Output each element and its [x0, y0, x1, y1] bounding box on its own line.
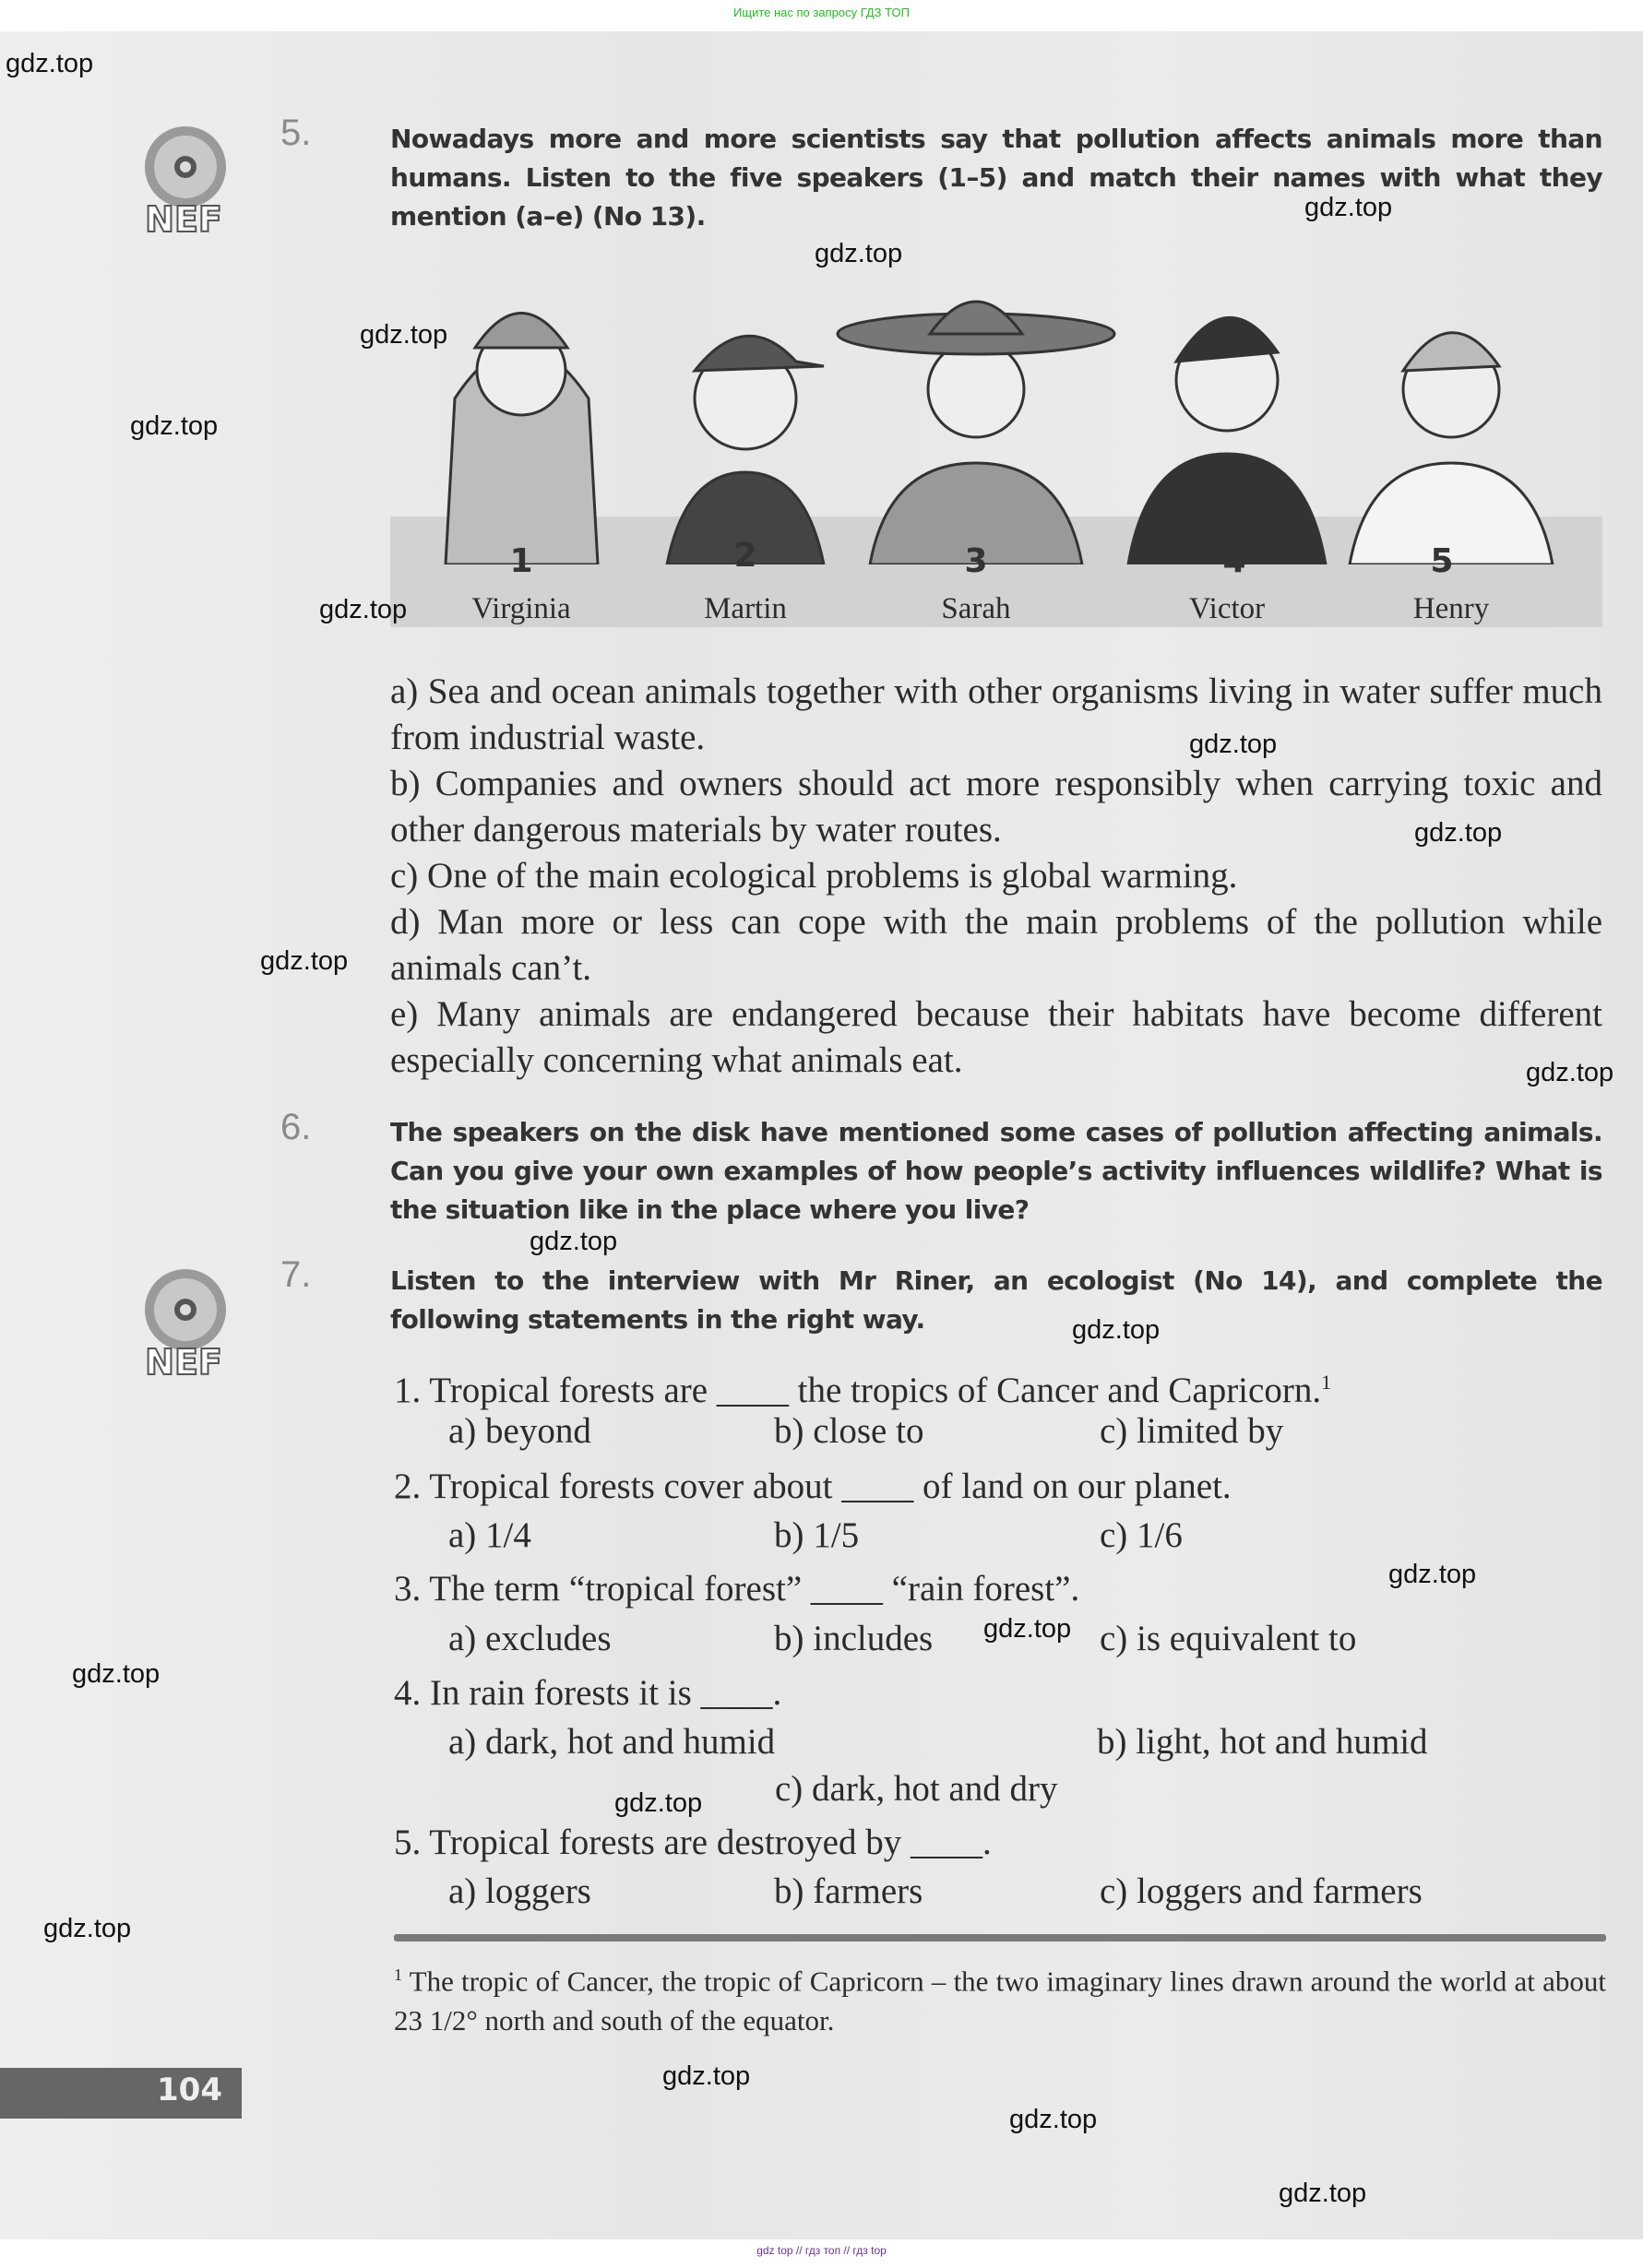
exercise-6-instruction: The speakers on the disk have mentioned some cases of pollution affecting animals. Can you give your own examples of how people’s activity influences wildlife? What is the situation like in the place where you live?	[390, 1117, 1602, 1225]
question-5: 5. Tropical forests are destroyed by ____.	[394, 1823, 992, 1862]
statement-c: c) One of the main ecological problems is global warming.	[390, 856, 1238, 896]
bottom-banner[interactable]: gdz top // гдз топ // гдз top	[756, 2244, 887, 2257]
option: b) farmers	[774, 1871, 923, 1911]
option: c) loggers and farmers	[1100, 1871, 1423, 1911]
statement-d: d) Man more or less can cope with the main problems of the pollution while animals can’t.	[390, 902, 1602, 988]
statement-a: a) Sea and ocean animals together with other organisms living in water suffer much from industrial waste.	[390, 671, 1602, 757]
exercise-7-number: 7.	[280, 1254, 312, 1295]
speaker-name: Henry	[1412, 592, 1490, 625]
watermark: gdz.top	[662, 2061, 751, 2091]
option: c) dark, hot and dry	[775, 1769, 1058, 1809]
option: b) includes	[774, 1619, 934, 1658]
speaker-number: 3	[964, 542, 988, 580]
svg-text:NEF: NEF	[145, 199, 222, 239]
watermark: gdz.top	[530, 1227, 618, 1256]
option: c) limited by	[1100, 1411, 1284, 1451]
footnote-divider	[394, 1934, 1606, 1941]
exercise-6-number: 6.	[280, 1107, 312, 1147]
option: c) is equivalent to	[1100, 1619, 1357, 1658]
speaker-name: Martin	[704, 592, 787, 625]
watermark: gdz.top	[1388, 1560, 1477, 1589]
question-4: 4. In rain forests it is ____.	[394, 1673, 782, 1713]
option: a) 1/4	[448, 1515, 531, 1555]
exercise-5-number: 5.	[280, 113, 312, 153]
watermark: gdz.top	[130, 411, 219, 441]
statement-e: e) Many animals are endangered because their habitats have become different especially concerning what animals eat.	[390, 994, 1602, 1080]
watermark: gdz.top	[360, 320, 448, 350]
speaker-number: 4	[1222, 542, 1246, 580]
footnote: $^1$ The tropic of Cancer, the tropic of Capricorn – the two imaginary lines drawn around the world at about 23 1/2° north and south of the equator.	[394, 1965, 1606, 2037]
speaker-number: 1	[509, 542, 533, 580]
option: b) light, hot and humid	[1097, 1722, 1428, 1762]
page-number: 104	[157, 2072, 222, 2108]
option: b) 1/5	[774, 1515, 860, 1555]
option: c) 1/6	[1100, 1515, 1183, 1555]
watermark: gdz.top	[1304, 193, 1393, 222]
speaker-name: Victor	[1188, 592, 1266, 625]
watermark: gdz.top	[319, 595, 408, 624]
watermark: gdz.top	[260, 946, 349, 976]
statement-b: b) Companies and owners should act more responsibly when carrying toxic and other dangerous materials by water routes.	[390, 764, 1602, 849]
option: a) loggers	[448, 1871, 591, 1911]
question-2: 2. Tropical forests cover about ____ of land on our planet.	[394, 1466, 1232, 1506]
watermark: gdz.top	[815, 239, 903, 268]
speaker-name: Virginia	[471, 592, 571, 625]
watermark: gdz.top	[6, 49, 94, 78]
watermark: gdz.top	[1279, 2179, 1367, 2208]
speaker-name: Sarah	[941, 592, 1011, 625]
exercise-7-instruction: Listen to the interview with Mr Riner, an ecologist (No 14), and complete the following statements in the right way.	[390, 1265, 1602, 1335]
watermark: gdz.top	[983, 1614, 1072, 1644]
watermark: gdz.top	[1414, 818, 1503, 848]
speakers-illustration	[390, 260, 1602, 564]
option: b) close to	[774, 1411, 924, 1451]
speaker-number: 2	[733, 537, 757, 575]
watermark: gdz.top	[614, 1788, 703, 1818]
cd-audio-icon	[135, 123, 232, 239]
svg-text:NEF: NEF	[145, 1342, 222, 1382]
exercise-5-instruction: Nowadays more and more scientists say that pollution affects animals more than humans. Listen to the five speakers (1–5) and match their names with what they mention (a–e) (No 13).	[390, 124, 1602, 232]
option: a) beyond	[448, 1411, 591, 1451]
question-1: 1. Tropical forests are ____ the tropics of Cancer and Capricorn.$^1$	[394, 1371, 1332, 1410]
watermark: gdz.top	[1072, 1315, 1161, 1345]
question-3: 3. The term “tropical forest” ____ “rain forest”.	[394, 1569, 1080, 1609]
speaker-number: 5	[1430, 542, 1454, 580]
watermark: gdz.top	[1189, 730, 1278, 759]
watermark: gdz.top	[1526, 1058, 1614, 1087]
watermark: gdz.top	[72, 1659, 161, 1689]
cd-audio-icon	[135, 1265, 232, 1382]
top-banner[interactable]: Ищите нас по запросу ГДЗ ТОП	[733, 6, 910, 19]
watermark: gdz.top	[1009, 2105, 1098, 2134]
option: a) dark, hot and humid	[448, 1722, 776, 1762]
option: a) excludes	[448, 1619, 612, 1658]
watermark: gdz.top	[43, 1914, 132, 1943]
